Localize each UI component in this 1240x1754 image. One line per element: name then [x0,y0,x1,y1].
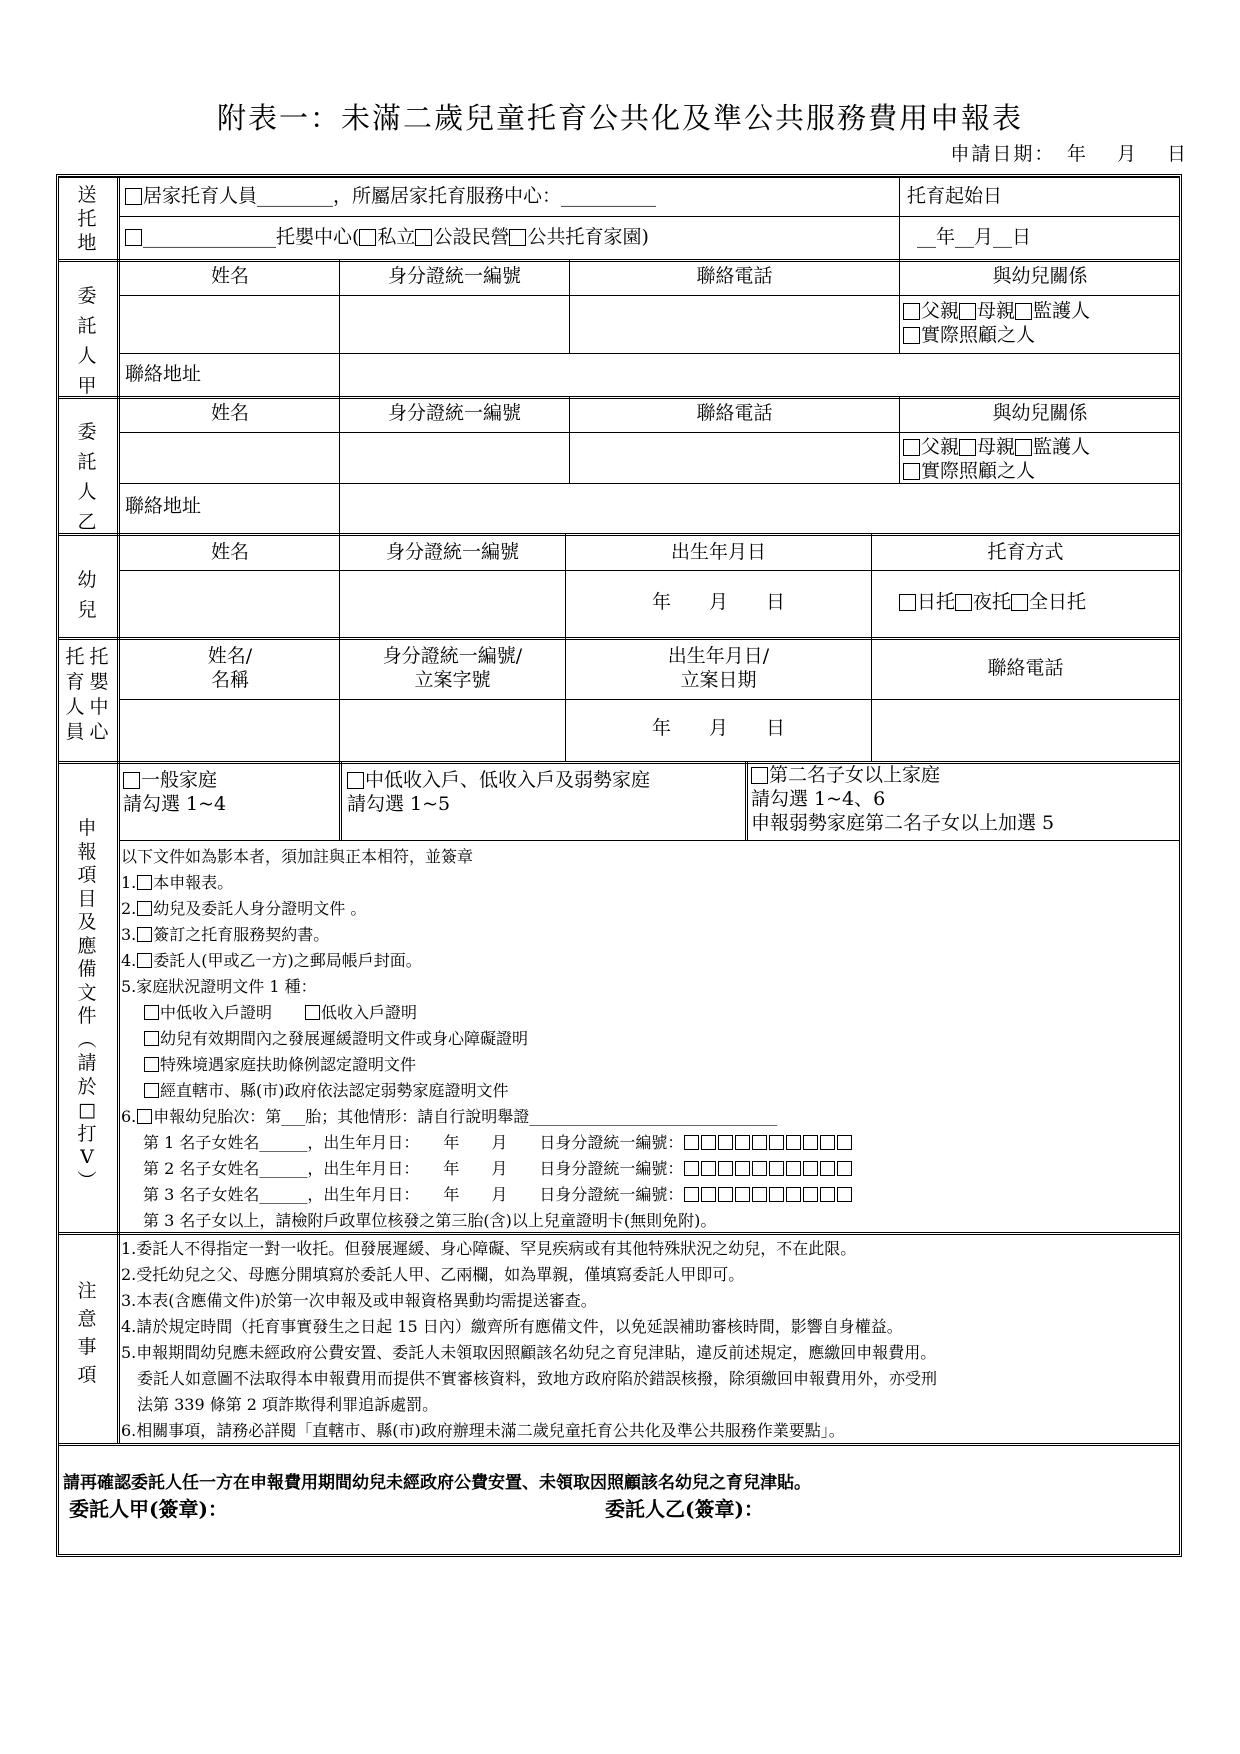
apply-date: 申請日期： 年 月 日 [950,143,1188,165]
checkbox[interactable] [955,594,972,611]
doc-item-1: 1. 本申報表。 [121,873,234,892]
label-char: 人 [65,696,85,718]
opt-public-private: 公設民營 [433,226,510,248]
label-char: 件 [77,1005,97,1027]
label-char: 員 [65,721,85,743]
category-general [123,769,226,817]
label-char: 中 [89,696,109,718]
rule [339,259,340,533]
opt-guardian: 監護人 [1033,436,1091,458]
opt-full-day-care: 全日托 [1029,591,1087,613]
checkbox[interactable] [903,463,920,480]
nursery-text: ______________托嬰中心( [143,226,360,248]
label-char: 委 [77,421,97,443]
section-label-items [75,817,99,1193]
opt-day-care: 日托 [917,591,956,613]
rule [119,483,1179,484]
category-low-income [347,769,650,817]
label-char: 事 [77,1336,97,1358]
rule [119,840,1179,841]
label-char: 及 [77,911,97,933]
rule [119,570,1179,571]
label-char: 項 [77,1364,97,1386]
doc-item-3: 3. 簽訂之托育服務契約書。 [121,925,330,944]
checkbox[interactable] [125,229,142,246]
label-char: □ [78,1099,96,1121]
opt-mother: 母親 [977,436,1016,458]
label-char: 兒 [77,599,97,621]
opt-caregiver: 實際照顧之人 [921,324,1036,346]
category-sub: 請勾選 1~5 [347,792,451,815]
col-header-id: 身分證統一編號/ 立案字號 [382,645,523,691]
checkbox[interactable] [137,953,152,968]
address-label-b: 聯絡地址 [125,495,202,517]
checkbox[interactable] [959,439,976,456]
label-char: 託 [77,451,97,473]
opt-private: 私立 [377,226,416,248]
label-char: 報 [77,840,97,863]
home-caregiver-text: 居家托育人員________，所屬居家托育服務中心：__________ [143,185,657,207]
checkbox[interactable] [137,901,152,916]
checkbox[interactable] [347,772,364,789]
label-char: ︵ [77,1028,97,1051]
nursery-option[interactable] [125,226,649,250]
confirm-statement: 請再確認委託人任一方在申報費用期間幼兒未經政府公費安置、未領取因照顧該名幼兒之育兒津貼。 [63,1473,811,1493]
rule [745,761,748,840]
signature-applicant-a[interactable]: 委託人甲(簽章)： [69,1497,228,1521]
rule [119,353,1179,354]
opt-guardian: 監護人 [1033,300,1091,322]
category-title: 第二名子女以上家庭 [769,764,941,786]
col-header-phone: 聯絡電話 [696,402,773,424]
doc-item-5-sub: 特殊境遇家庭扶助條例認定證明文件 [121,1052,853,1078]
third-child-note: 第 3 名子女以上，請檢附戶政單位核發之第三胎(含)以上兒童證明卡(無則免附)。 [143,1211,717,1230]
doc-item-5: 5.家庭狀況證明文件 1 種： [121,977,317,996]
rule [117,177,120,1443]
checkbox[interactable] [137,1109,152,1124]
doc-item-4: 4. 委託人(甲或乙一方)之郵局帳戶封面。 [121,951,422,970]
checkbox[interactable] [415,229,432,246]
label-char: 乙 [77,511,97,533]
col-header-relation: 與幼兒關係 [992,402,1088,424]
section-label-notes [75,1277,99,1389]
rule [59,259,1179,262]
note-item: 法第 339 條第 2 項詐欺得利罪追訴處罰。 [137,1395,439,1414]
category-sub: 申報弱勢家庭第二名子女以上加選 5 [751,812,1055,834]
document-list [121,844,853,1234]
label-char: 打 [77,1122,97,1145]
rule [59,177,1179,178]
note-item: 6.相關事項，請務必詳閱「直轄市、縣(市)政府辦理未滿二歲兒童托育公共化及準公共服務作業要點」。 [121,1421,845,1440]
col-header-name: 姓名 [210,541,249,563]
note-item: 2.受托幼兒之父、母應分開填寫於委託人甲、乙兩欄，如為單親，僅填寫委託人甲即可。 [121,1265,745,1284]
label-char: 於 [77,1075,97,1098]
label-char: 備 [77,958,97,980]
category-second-child [751,763,1054,835]
relation-options-a [903,299,1090,347]
label-char: 託 [77,315,97,337]
label-char: 甲 [77,375,97,397]
child-birth-value: 年 月 日 [651,591,785,613]
sibling-row-2: 第 2 名子女姓名______，出生年月日： 年 月 日身分證統一編號： [121,1156,853,1182]
notes-list [121,1236,937,1444]
rule [59,637,1179,640]
checkbox[interactable] [125,188,142,205]
rule [119,216,1179,217]
label-char: 托 [89,646,109,668]
doc-item-5-sub: 中低收入戶證明 低收入戶證明 [121,1000,853,1026]
checkbox[interactable] [144,1031,159,1046]
category-sub: 請勾選 1~4、6 [751,788,886,810]
form-frame [56,174,1182,1557]
col-header-relation: 與幼兒關係 [992,265,1088,287]
checkbox[interactable] [305,1005,320,1020]
checkbox[interactable] [1015,439,1032,456]
opt-mother: 母親 [977,300,1016,322]
section-label-provider-col1 [63,645,87,745]
checkbox[interactable] [903,327,920,344]
opt-caregiver: 實際照顧之人 [921,460,1036,482]
sibling-row-3: 第 3 名子女姓名______，出生年月日： 年 月 日身分證統一編號： [121,1182,853,1208]
provider-date-value: 年 月 日 [651,717,785,739]
rule [899,177,900,259]
label-char: 注 [77,1280,97,1302]
relation-options-b [903,435,1090,483]
checkbox[interactable] [123,772,140,789]
sibling-row-1: 第 1 名子女姓名______，出生年月日： 年 月 日身分證統一編號： [121,1130,853,1156]
label-char: 意 [77,1308,97,1330]
section-label-applicant-a [75,281,99,401]
label-char: 目 [77,887,97,910]
checkbox[interactable] [751,767,768,784]
label-char: 送 [77,184,97,206]
note-item: 4.請於規定時間（托育事實發生之日起 15 日內）繳齊所有應備文件，以免延誤補助審核時間，影響自身權益。 [121,1317,903,1336]
label-char: V [80,1146,94,1168]
note-item: 委託人如意圖不法取得本申報費用而提供不實審核資料，致地方政府陷於錯誤核撥，除須繳回申報費用外，亦受刑 [137,1369,938,1388]
label-char: 心 [89,721,109,743]
category-title: 中低收入戶、低收入戶及弱勢家庭 [365,769,651,791]
doc-item-6: 6. 申報幼兒胎次：第___胎；其他情形：請自行說明舉證_______________________________ [121,1107,778,1126]
checkbox[interactable] [1011,594,1028,611]
section-label-provider-col2 [87,645,111,745]
category-title: 一般家庭 [141,769,218,791]
page-title: 附表一：未滿二歲兒童托育公共化及準公共服務費用申報表 [216,101,1023,135]
doc-item-2: 2. 幼兒及委託人身分證明文件 。 [121,899,367,918]
col-header-phone: 聯絡電話 [987,657,1064,679]
col-header-name: 姓名 [210,402,249,424]
label-char: 人 [77,481,97,503]
col-header-phone: 聯絡電話 [696,265,773,287]
checkbox[interactable] [1015,303,1032,320]
col-header-name: 姓名 [210,265,249,287]
rule [119,432,1179,433]
checkbox[interactable] [959,303,976,320]
section-label-child [75,565,99,625]
rule [59,396,1179,399]
label-char: 文 [77,981,97,1004]
label-char: 人 [77,345,97,367]
checkbox[interactable] [137,875,152,890]
start-date-value: __年__月__日 [917,226,1032,248]
address-label-a: 聯絡地址 [125,363,202,385]
label-char: 育 [65,671,85,693]
doc-item-5-sub: 幼兒有效期間內之發展遲緩證明文件或身心障礙證明 [121,1026,853,1052]
label-char: 幼 [77,569,97,591]
col-header-id: 身分證統一編號 [387,402,521,424]
checkbox[interactable] [359,229,376,246]
col-header-care-type: 托育方式 [987,541,1064,563]
checkbox[interactable] [903,439,920,456]
opt-father: 父親 [921,436,960,458]
note-item: 1.委託人不得指定一對一收托。但發展遲緩、身心障礙、罕見疾病或有其他特殊狀況之幼兒，不在此限。 [121,1239,857,1258]
rule [119,699,1179,700]
label-char: 應 [77,934,97,957]
rule [119,295,1179,296]
label-char: 托 [65,646,85,668]
checkbox[interactable] [144,1083,159,1098]
checkbox[interactable] [899,594,916,611]
start-date-label: 托育起始日 [907,185,1003,207]
checkbox[interactable] [137,927,152,942]
col-header-date: 出生年月日/ 立案日期 [667,645,770,691]
checkbox[interactable] [144,1057,159,1072]
home-caregiver-option[interactable] [125,185,656,209]
label-char: 申 [77,817,97,839]
checkbox[interactable] [903,303,920,320]
category-sub: 請勾選 1~4 [123,792,227,815]
label-char: 嬰 [89,671,109,693]
doc-item-5-sub: 經直轄市、縣(市)政府依法認定弱勢家庭證明文件 [121,1078,853,1104]
col-header-name: 姓名/ 名稱 [207,645,253,691]
col-header-birth: 出生年月日 [670,541,766,563]
label-char: ︶ [77,1169,97,1192]
col-header-id: 身分證統一編號 [385,541,519,563]
label-char: 請 [77,1052,97,1074]
note-item: 3.本表(含應備文件)於第一次申報及或申報資格異動均需提送審查。 [121,1291,597,1310]
rule [339,761,342,840]
opt-night-care: 夜托 [973,591,1012,613]
section-label-send [75,183,99,255]
label-char: 地 [77,232,97,254]
label-char: 托 [77,208,97,230]
rule [871,533,872,761]
document-intro: 以下文件如為影本者，須加註與正本相符，並簽章 [121,847,474,866]
col-header-id: 身分證統一編號 [387,265,521,287]
rule [59,533,1179,536]
checkbox[interactable] [144,1005,159,1020]
checkbox[interactable] [509,229,526,246]
section-label-applicant-b [75,417,99,537]
opt-father: 父親 [921,300,960,322]
care-type-options [899,591,1086,615]
label-char: 項 [77,864,97,886]
note-item: 5.申報期間幼兒應未經政府公費安置、委託人未領取因照顧該名幼兒之育兒津貼，違反前述規定，應繳回申報費用。 [121,1343,937,1362]
label-char: 委 [77,285,97,307]
opt-public-home: 公共托育家園) [527,226,649,248]
signature-applicant-b[interactable]: 委託人乙(簽章)： [605,1497,764,1521]
